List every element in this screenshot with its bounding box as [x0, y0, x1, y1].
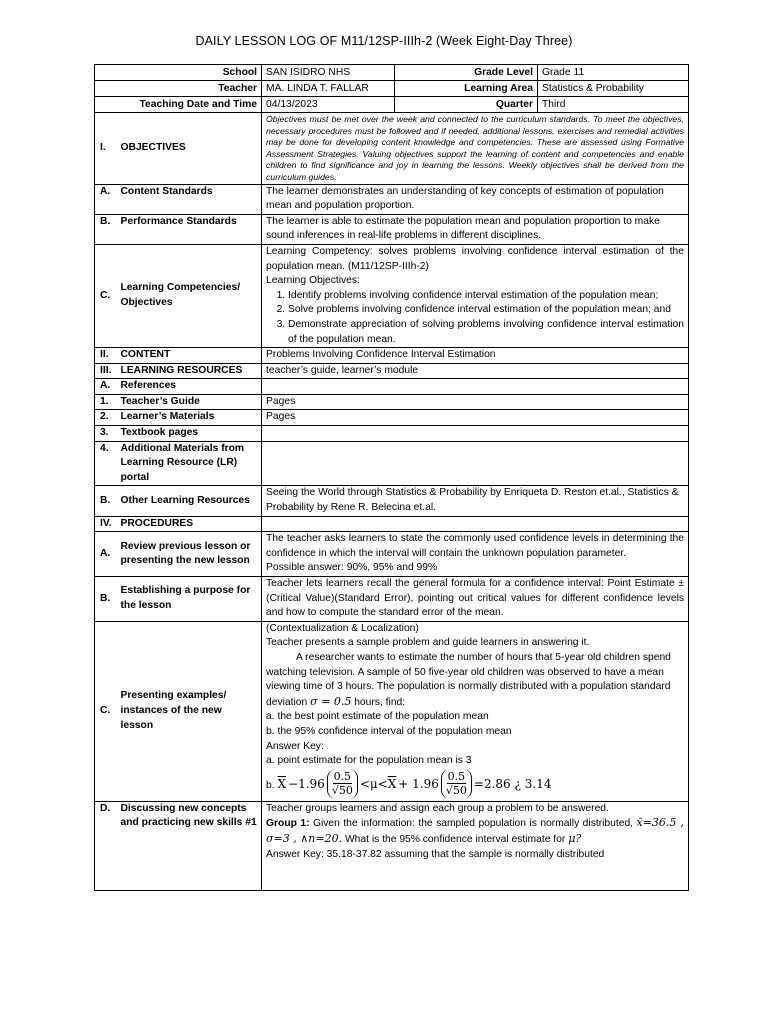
- purpose-row: [95, 577, 689, 622]
- references-text: [262, 379, 689, 395]
- formula-fraction-right: [441, 769, 472, 799]
- discussing-label: Discussing new concepts and practicing new skills #1: [121, 801, 262, 890]
- additional-materials-row: [95, 441, 689, 486]
- examples-problem: [266, 651, 684, 710]
- xbar-symbol-2: $\overline{X}$: [387, 776, 397, 791]
- grade-level-value: Grade 11: [538, 65, 689, 81]
- content-standards-label: Content Standards: [121, 184, 262, 214]
- teacher-label: Teacher: [95, 81, 262, 97]
- objectives-row: [95, 113, 689, 185]
- examples-problem-text: A researcher wants to estimate the number of hours that 5-year old children spend watching television. A sample of 50 five-year old children was observed to have a mean viewing time of 3 hours. The population is normally distributed with a population standard deviation: [266, 651, 671, 708]
- review-num: A.: [95, 532, 121, 577]
- learners-materials-label: Learner’s Materials: [121, 410, 262, 426]
- objectives-num: I.: [95, 113, 121, 185]
- learning-objectives-list: [266, 289, 684, 347]
- objectives-note: Objectives must be met over the week and connected to the curriculum standards. To meet the objectives, necessary procedures must be followed and if needed, additional lessons, exercises and remedial activities may be done for developing content knowledge and competencies. These are assessed using Formative Assessment Strategies. Valuing objectives support the learning of content and competencies and enable children to find significance and joy in learning the lessons. Weekly objectives shall be derived from the curriculum guides.: [262, 113, 689, 185]
- procedures-row: [95, 516, 689, 532]
- examples-num: C.: [95, 621, 121, 801]
- header-row-teacher: [95, 81, 689, 97]
- review-cell: [262, 532, 689, 577]
- examples-answer-key: Answer Key:: [266, 740, 324, 752]
- discussing-row: [95, 801, 689, 890]
- review-answer: Possible answer: 90%, 95% and 99%: [266, 562, 438, 574]
- confidence-interval-formula: [277, 769, 551, 799]
- group-1-question: What is the 95% confidence interval estimate for: [344, 833, 566, 845]
- discussing-group-1: [266, 816, 684, 847]
- examples-cell: [262, 621, 689, 801]
- content-num: II.: [95, 348, 121, 364]
- resources-row: [95, 363, 689, 379]
- purpose-text: Teacher lets learners recall the general formula for a confidence interval: Point Estimate ± (Critical Value)(Standard Error), pointing out critical values for different confidence levels and how to compute the standard error of the mean.: [262, 577, 689, 622]
- content-standards-row: [95, 184, 689, 214]
- formula-minus-z: −1.96: [288, 776, 325, 791]
- learning-objective-3: 3. Demonstrate appreciation of solving problems involving confidence interval estimation of the population mean.: [288, 318, 684, 347]
- review-label: Review previous lesson or presenting the new lesson: [121, 532, 262, 577]
- learning-area-label: Learning Area: [395, 81, 538, 97]
- xbar-symbol: $\overline{X}$: [277, 776, 287, 791]
- resources-text: teacher’s guide, learner’s module: [262, 363, 689, 379]
- examples-answer-a: a. point estimate for the population mean is 3: [266, 755, 472, 767]
- quarter-label: Quarter: [395, 97, 538, 113]
- school-value: SAN ISIDRO NHS: [262, 65, 395, 81]
- examples-row: [95, 621, 689, 801]
- group-1-given: x̄=36.5 , σ=3 , ∧n=20.: [266, 816, 684, 845]
- fraction-left-denominator: √50: [331, 784, 353, 798]
- date-value: 04/13/2023: [262, 97, 395, 113]
- teachers-guide-num: 1.: [95, 394, 121, 410]
- competencies-cell: [262, 244, 689, 347]
- examples-item-b: b. the 95% confidence interval of the population mean: [266, 725, 512, 737]
- learners-materials-text: Pages: [262, 410, 689, 426]
- group-1-text: Given the information: the sampled population is normally distributed,: [312, 818, 634, 830]
- content-row: [95, 348, 689, 364]
- header-row-date: [95, 97, 689, 113]
- purpose-num: B.: [95, 577, 121, 622]
- discussing-answer: Answer Key: 35.18-37.82 assuming that the sample is normally distributed: [266, 848, 605, 860]
- formula-mu-inequality: [360, 769, 396, 799]
- textbook-num: 3.: [95, 426, 121, 442]
- discussing-intro: Teacher groups learners and assign each group a problem to be answered.: [266, 802, 609, 814]
- resources-num: III.: [95, 363, 121, 379]
- examples-problem-end: hours, find:: [354, 696, 406, 708]
- content-standards-text: The learner demonstrates an understanding of key concepts of estimation of population mean and population proportion.: [262, 184, 689, 214]
- answer-b-prefix: b.: [266, 779, 275, 791]
- other-resources-num: B.: [95, 486, 121, 516]
- lesson-log-table: [94, 64, 689, 891]
- fraction-right: [446, 770, 467, 797]
- examples-intro: Teacher presents a sample problem and guide learners in answering it.: [266, 637, 590, 649]
- competencies-num: C.: [95, 244, 121, 347]
- examples-answer-b: [266, 769, 684, 801]
- content-label: CONTENT: [121, 348, 262, 364]
- group-1-label: Group 1:: [266, 818, 310, 830]
- grade-level-label: Grade Level: [395, 65, 538, 81]
- teachers-guide-text: Pages: [262, 394, 689, 410]
- date-label: Teaching Date and Time: [95, 97, 262, 113]
- learning-area-value: Statistics & Probability: [538, 81, 689, 97]
- textbook-row: [95, 426, 689, 442]
- procedures-text: [262, 516, 689, 532]
- performance-standards-label: Performance Standards: [121, 214, 262, 244]
- learning-objectives-heading: Learning Objectives:: [266, 275, 360, 287]
- performance-standards-num: B.: [95, 214, 121, 244]
- discussing-cell: [262, 801, 689, 890]
- formula-plus-z: + 1.96: [398, 776, 439, 791]
- performance-standards-row: [95, 214, 689, 244]
- formula-fraction-left: [327, 769, 358, 799]
- additional-materials-text: [262, 441, 689, 486]
- mu-symbol: μ?: [568, 831, 582, 845]
- content-standards-num: A.: [95, 184, 121, 214]
- quarter-value: Third: [538, 97, 689, 113]
- learners-materials-row: [95, 410, 689, 426]
- school-label: School: [95, 65, 262, 81]
- formula-result: =2.86 ¿ 3.14: [473, 776, 552, 791]
- sigma-value: σ = 0.5: [310, 694, 352, 708]
- resources-label: LEARNING RESOURCES: [121, 363, 262, 379]
- examples-item-a: a. the best point estimate of the population mean: [266, 711, 489, 723]
- discussing-num: D.: [95, 801, 121, 890]
- additional-materials-label: Additional Materials from Learning Resource (LR) portal: [121, 441, 262, 486]
- textbook-text: [262, 426, 689, 442]
- other-resources-text: Seeing the World through Statistics & Probability by Enriqueta D. Reston et.al., Statistics & Probability by Rene R. Belecina et.al.: [262, 486, 689, 516]
- competencies-label: Learning Competencies/ Objectives: [121, 244, 262, 347]
- performance-standards-text: The learner is able to estimate the population mean and population proportion to make sound inferences in real-life problems in different disciplines.: [262, 214, 689, 244]
- references-row: [95, 379, 689, 395]
- fraction-left-numerator: 0.5: [333, 770, 352, 784]
- procedures-num: IV.: [95, 516, 121, 532]
- fraction-right-denominator: √50: [445, 784, 467, 798]
- examples-context: (Contextualization & Localization): [266, 622, 419, 634]
- textbook-label: Textbook pages: [121, 426, 262, 442]
- mu-inequality-text: <μ<: [359, 776, 388, 791]
- review-row: [95, 532, 689, 577]
- header-row-school: [95, 65, 689, 81]
- learning-competency: Learning Competency: solves problems involving confidence interval estimation of the population mean. (M11/12SP-IIIh-2): [266, 245, 685, 272]
- learning-objective-1: 1. Identify problems involving confidence interval estimation of the population mean;: [288, 289, 684, 304]
- teachers-guide-row: [95, 394, 689, 410]
- procedures-label: PROCEDURES: [121, 516, 262, 532]
- additional-materials-num: 4.: [95, 441, 121, 486]
- fraction-right-numerator: 0.5: [447, 770, 466, 784]
- fraction-left: [332, 770, 353, 797]
- review-text: The teacher asks learners to state the commonly used confidence levels in determining the confidence in which the interval will contain the unknown population parameter.: [266, 533, 685, 559]
- teachers-guide-label: Teacher’s Guide: [121, 394, 262, 410]
- objectives-label: OBJECTIVES: [121, 113, 262, 185]
- purpose-label: Establishing a purpose for the lesson: [121, 577, 262, 622]
- other-resources-row: [95, 486, 689, 516]
- learning-objective-2: 2. Solve problems involving confidence interval estimation of the population mean; and: [288, 303, 684, 318]
- learners-materials-num: 2.: [95, 410, 121, 426]
- content-text: Problems Involving Confidence Interval Estimation: [262, 348, 689, 364]
- references-num: A.: [95, 379, 121, 395]
- other-resources-label: Other Learning Resources: [121, 486, 262, 516]
- page-title: DAILY LESSON LOG OF M11/12SP-IIIh-2 (Week Eight-Day Three): [195, 34, 573, 48]
- teacher-value: MA. LINDA T. FALLAR: [262, 81, 395, 97]
- competencies-row: [95, 244, 689, 347]
- references-label: References: [121, 379, 262, 395]
- examples-label: Presenting examples/ instances of the new lesson: [121, 621, 262, 801]
